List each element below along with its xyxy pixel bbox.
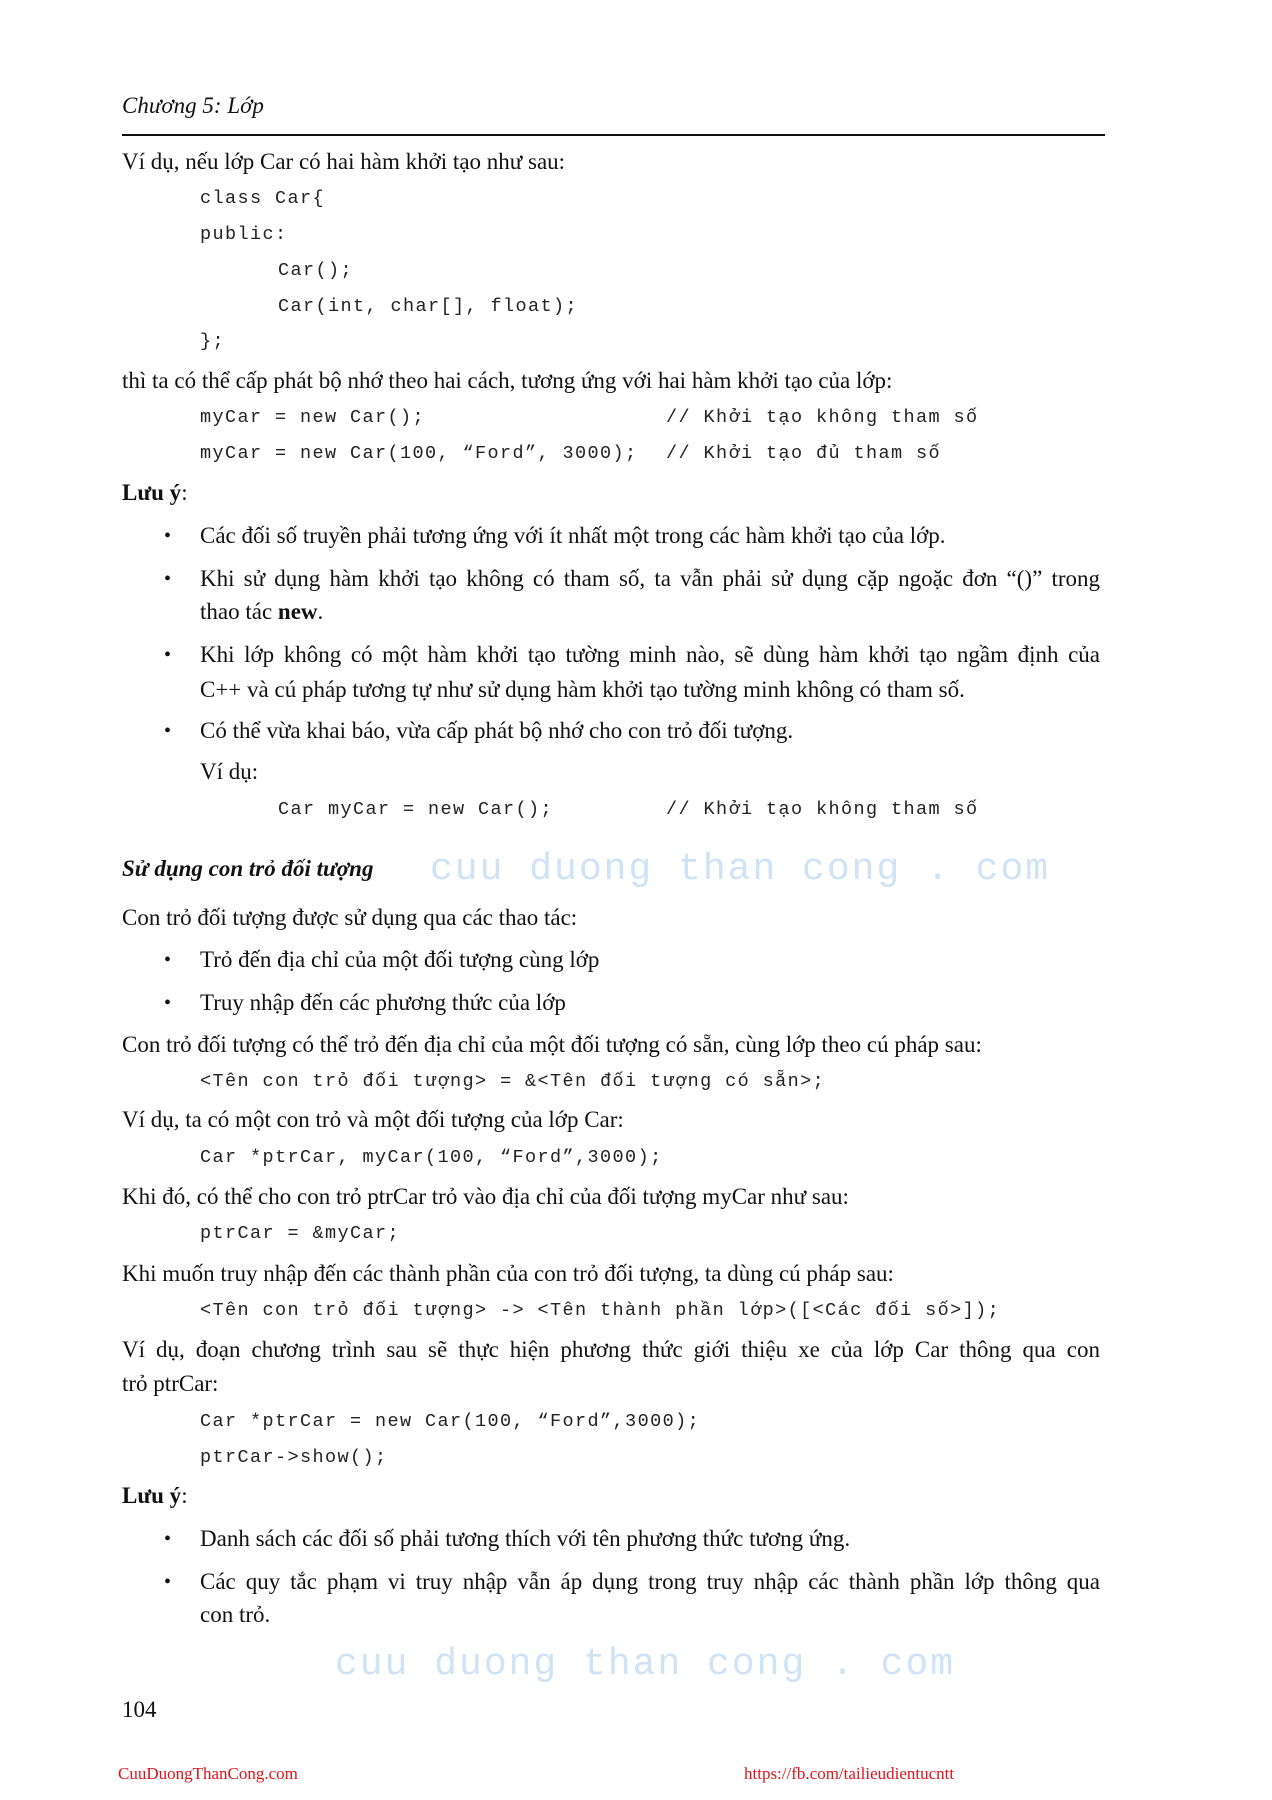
list-item: Khi lớp không có một hàm khởi tạo tường minh nào, sẽ dùng hàm khởi tạo ngầm định của xyxy=(200,642,1100,667)
code-comment: // Khởi tạo không tham số xyxy=(666,407,979,428)
bullet-icon: • xyxy=(164,1528,172,1550)
watermark: cuu duong than cong . com xyxy=(335,1643,956,1686)
list-item-cont: con trỏ. xyxy=(200,1602,271,1627)
paragraph: Ví dụ, đoạn chương trình sau sẽ thực hiện phương thức giới thiệu xe của lớp Car thông qua con xyxy=(122,1337,1100,1362)
chapter-header: Chương 5: Lớp xyxy=(122,93,264,118)
code-line: myCar = new Car(); xyxy=(200,407,426,428)
watermark: cuu duong than cong . com xyxy=(430,848,1051,891)
paragraph: Ví dụ, ta có một con trỏ và một đối tượng của lớp Car: xyxy=(122,1107,624,1132)
section-heading: Sử dụng con trỏ đối tượng xyxy=(122,856,374,881)
bullet-icon: • xyxy=(164,949,172,971)
list-item: Khi sử dụng hàm khởi tạo không có tham số, ta vẫn phải sử dụng cặp ngoặc đơn “()” trong xyxy=(200,566,1100,591)
note-heading xyxy=(122,479,188,507)
note-label: Lưu ý xyxy=(122,480,182,505)
list-item: Các quy tắc phạm vi truy nhập vẫn áp dụng trong truy nhập các thành phần lớp thông qua xyxy=(200,1569,1100,1594)
paragraph: Khi muốn truy nhập đến các thành phần của con trỏ đối tượng, ta dùng cú pháp sau: xyxy=(122,1261,894,1286)
code-line: Car *ptrCar = new Car(100, “Ford”,3000); xyxy=(200,1411,701,1432)
list-item: Có thể vừa khai báo, vừa cấp phát bộ nhớ cho con trỏ đối tượng. xyxy=(200,718,794,743)
footer-left-link[interactable]: CuuDuongThanCong.com xyxy=(118,1764,298,1783)
bullet-icon: • xyxy=(164,525,172,547)
list-item: Trỏ đến địa chỉ của một đối tượng cùng lớp xyxy=(200,947,600,972)
note-heading xyxy=(122,1482,188,1510)
code-line: myCar = new Car(100, “Ford”, 3000); xyxy=(200,443,638,464)
code-line: Car(int, char[], float); xyxy=(278,296,579,317)
code-line: <Tên con trỏ đối tượng> -> <Tên thành phần lớp>([<Các đối số>]); xyxy=(200,1300,1001,1321)
code-comment: // Khởi tạo không tham số xyxy=(666,799,979,820)
page-number: 104 xyxy=(122,1697,157,1722)
code-line: class Car{ xyxy=(200,188,326,209)
list-item: Các đối số truyền phải tương ứng với ít nhất một trong các hàm khởi tạo của lớp. xyxy=(200,523,946,548)
code-line: <Tên con trỏ đối tượng> = &<Tên đối tượng có sẵn>; xyxy=(200,1071,826,1092)
list-item: Truy nhập đến các phương thức của lớp xyxy=(200,990,566,1015)
bullet-icon: • xyxy=(164,1571,172,1593)
paragraph: Con trỏ đối tượng có thể trỏ đến địa chỉ của một đối tượng có sẵn, cùng lớp theo cú pháp sau: xyxy=(122,1032,982,1057)
paragraph: Ví dụ, nếu lớp Car có hai hàm khởi tạo như sau: xyxy=(122,149,566,174)
code-line: Car *ptrCar, myCar(100, “Ford”,3000); xyxy=(200,1147,663,1168)
paragraph: Con trỏ đối tượng được sử dụng qua các thao tác: xyxy=(122,905,578,930)
keyword: new xyxy=(277,599,318,624)
bullet-icon: • xyxy=(164,992,172,1014)
bullet-icon: • xyxy=(164,720,172,742)
code-line: ptrCar->show(); xyxy=(200,1447,388,1468)
bullet-icon: • xyxy=(164,568,172,590)
colon: : xyxy=(181,480,188,505)
code-line: ptrCar = &myCar; xyxy=(200,1223,401,1244)
paragraph: thì ta có thể cấp phát bộ nhớ theo hai cách, tương ứng với hai hàm khởi tạo của lớp: xyxy=(122,368,893,393)
header-rule xyxy=(122,134,1105,136)
code-line: Car myCar = new Car(); xyxy=(278,799,554,820)
code-line: }; xyxy=(200,331,226,352)
list-item: Danh sách các đối số phải tương thích với tên phương thức tương ứng. xyxy=(200,1526,851,1551)
code-line: Car(); xyxy=(278,260,354,281)
note-label: Lưu ý xyxy=(122,1483,182,1508)
text: thao tác xyxy=(200,599,278,624)
text: . xyxy=(317,599,324,624)
colon: : xyxy=(181,1483,188,1508)
code-comment: // Khởi tạo đủ tham số xyxy=(666,443,942,464)
footer-right-link[interactable]: https://fb.com/tailieudientucntt xyxy=(744,1764,955,1783)
example-label: Ví dụ: xyxy=(200,759,259,784)
code-line: public: xyxy=(200,224,288,245)
list-item-cont: C++ và cú pháp tương tự như sử dụng hàm khởi tạo tường minh không có tham số. xyxy=(200,677,965,702)
list-item-cont xyxy=(200,598,1100,626)
paragraph: Khi đó, có thể cho con trỏ ptrCar trỏ vào địa chỉ của đối tượng myCar như sau: xyxy=(122,1184,849,1209)
paragraph-cont: trỏ ptrCar: xyxy=(122,1371,219,1396)
bullet-icon: • xyxy=(164,644,172,666)
